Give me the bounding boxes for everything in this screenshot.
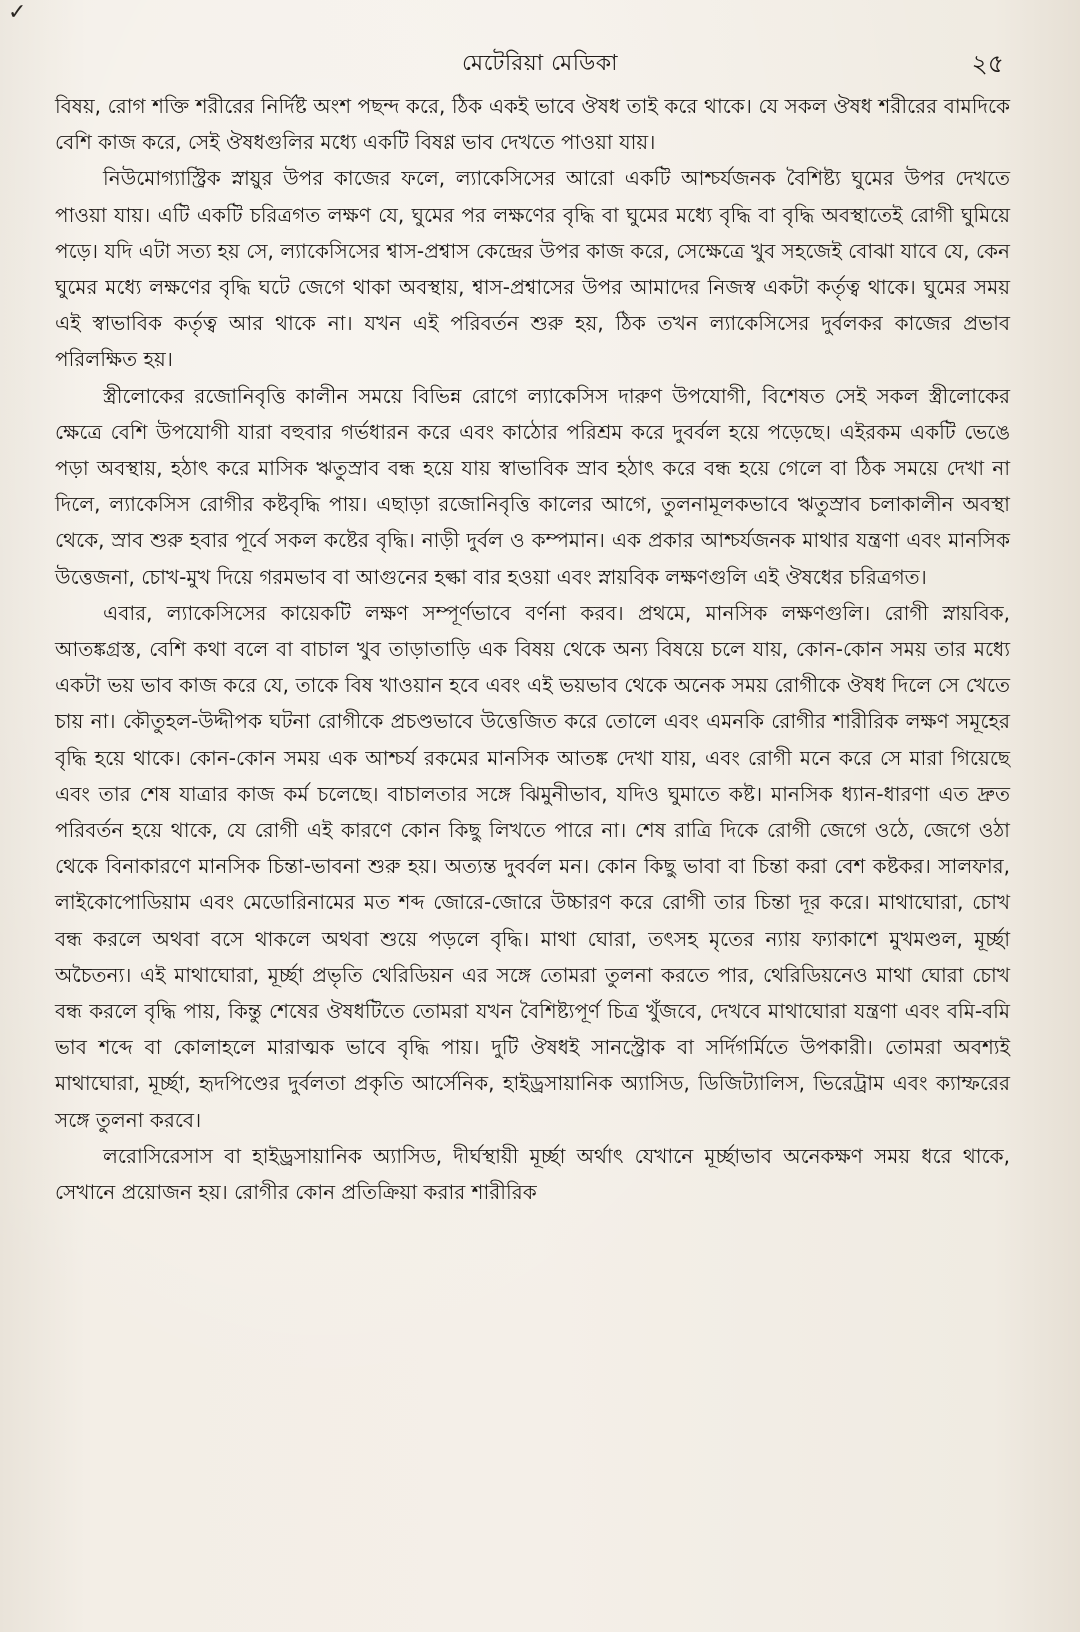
body-text: [55, 88, 1010, 1210]
paragraph-2: নিউমোগ্যাস্ট্রিক স্নায়ুর উপর কাজের ফলে, ল্যাকেসিসের আরো একটি আশ্চর্যজনক বৈশিষ্ট্য ঘুমের উপর দেখতে পাওয়া যায়। এটি একটি চরিত্রগত লক্ষণ যে, ঘুমের পর লক্ষণের বৃদ্ধি বা ঘুমের মধ্যে বৃদ্ধি বা বৃদ্ধি অবস্থাতেই রোগী ঘুমিয়ে পড়ে। যদি এটা সত্য হয় সে, ল্যাকেসিসের শ্বাস-প্রশ্বাস কেন্দ্রের উপর কাজ করে, সেক্ষেত্রে খুব সহজেই বোঝা যাবে যে, কেন ঘুমের মধ্যে লক্ষণের বৃদ্ধি ঘটে জেগে থাকা অবস্থায়, শ্বাস-প্রশ্বাসের উপর আমাদের নিজস্ব একটা কর্তৃত্ব থাকে। ঘুমের সময় এই স্বাভাবিক কর্তৃত্ব আর থাকে না। যখন এই পরিবর্তন শুরু হয়, ঠিক তখন ল্যাকেসিসের দুর্বলকর কাজের প্রভাব পরিলক্ষিত হয়।: [55, 166, 1010, 372]
page-number: ২৫: [971, 49, 1004, 78]
paragraph-4: এবার, ল্যাকেসিসের কায়েকটি লক্ষণ সম্পূর্ণভাবে বর্ণনা করব। প্রথমে, মানসিক লক্ষণগুলি। রোগী স্নায়বিক, আতঙ্কগ্রস্ত, বেশি কথা বলে বা বাচাল খুব তাড়াতাড়ি এক বিষয় থেকে অন্য বিষয়ে চলে যায়, কোন-কোন সময় তার মধ্যে একটা ভয় ভাব কাজ করে যে, তাকে বিষ খাওয়ান হবে এবং এই ভয়ভাব থেকে অনেক সময় রোগীকে ঔষধ দিলে সে খেতে চায় না। কৌতুহল-উদ্দীপক ঘটনা রোগীকে প্রচণ্ডভাবে উত্তেজিত করে তোলে এবং এমনকি রোগীর শারীরিক লক্ষণ সমূহের বৃদ্ধি হয়ে থাকে। কোন-কোন সময় এক আশ্চর্য রকমের মানসিক আতঙ্ক দেখা যায়, এবং রোগী মনে করে সে মারা গিয়েছে এবং তার শেষ যাত্রার কাজ কর্ম চলেছে। বাচালতার সঙ্গে ঝিমুনীভাব, যদিও ঘুমাতে কষ্ট। মানসিক ধ্যান-ধারণা এত দ্রুত পরিবর্তন হয়ে থাকে, যে রোগী এই কারণে কোন কিছু লিখতে পারে না। শেষ রাত্রি দিকে রোগী জেগে ওঠে, জেগে ওঠা থেকে বিনাকারণে মানসিক চিন্তা-ভাবনা শুরু হয়। অত্যন্ত দুবর্বল মন। কোন কিছু ভাবা বা চিন্তা করা বেশ কষ্টকর। সালফার, লাইকোপোডিয়াম এবং মেডোরিনামের মত শব্দ জোরে-জোরে উচ্চারণ করে রোগী তার চিন্তা দূর করে। মাথাঘোরা, চোখ বন্ধ করলে অথবা বসে থাকলে অথবা শুয়ে পড়লে বৃদ্ধি। মাথা ঘোরা, তৎসহ মৃতের ন্যায় ফ্যাকাশে মুখমণ্ডল, মূর্চ্ছা অচৈতন্য। এই মাথাঘোরা, মূর্চ্ছা প্রভৃতি থেরিডিয়ন এর সঙ্গে তোমরা তুলনা করতে পার, থেরিডিয়নেও মাথা ঘোরা চোখ বন্ধ করলে বৃদ্ধি পায়, কিন্তু শেষের ঔষধটিতে তোমরা যখন বৈশিষ্ট্যপূর্ণ চিত্র খুঁজবে, দেখবে মাথাঘোরা যন্ত্রণা এবং বমি-বমি ভাব শব্দে বা কোলাহলে মারাত্মক ভাবে বৃদ্ধি পায়। দুটি ঔষধই সানস্ট্রোক বা সর্দিগর্মিতে উপকারী। তোমরা অবশ্যই মাথাঘোরা, মূর্চ্ছা, হৃদপিণ্ডের দুর্বলতা প্রকৃতি আর্সেনিক, হাইড্রসায়ানিক অ্যাসিড, ডিজিট্যালিস, ভিরেট্রাম এবং ক্যাম্ফরের সঙ্গে তুলনা করবে।: [55, 600, 1010, 1132]
paragraph-5: লরোসিরেসাস বা হাইড্রসায়ানিক অ্যাসিড, দীর্ঘস্থায়ী মূর্চ্ছা অর্থাৎ যেখানে মূর্চ্ছাভাব অনেকক্ষণ সময় ধরে থাকে, সেখানে প্রয়োজন হয়। রোগীর কোন প্রতিক্রিয়া করার শারীরিক: [55, 1143, 1010, 1205]
running-header: [0, 46, 1080, 86]
margin-tick-mark: ✓: [8, 0, 27, 25]
paragraph-1: বিষয়, রোগ শক্তি শরীরের নির্দিষ্ট অংশ পছন্দ করে, ঠিক একই ভাবে ঔষধ তাই করে থাকে। যে সকল ঔষধ শরীরের বামদিকে বেশি কাজ করে, সেই ঔষধগুলির মধ্যে একটি বিষণ্ণ ভাব দেখতে পাওয়া যায়।: [55, 94, 1010, 155]
running-title: মেটেরিয়া মেডিকা: [461, 51, 619, 76]
paragraph-3: স্ত্রীলোকের রজোনিবৃত্তি কালীন সময়ে বিভিন্ন রোগে ল্যাকেসিস দারুণ উপযোগী, বিশেষত সেই সকল স্ত্রীলোকের ক্ষেত্রে বেশি উপযোগী যারা বহুবার গর্ভধারন করে এবং কাঠোর পরিশ্রম করে দুবর্বল হয়ে পড়েছে। এইরকম একটি ভেঙে পড়া অবস্থায়, হঠাৎ করে মাসিক ঋতুস্রাব বন্ধ হয়ে যায় স্বাভাবিক স্রাব হঠাৎ করে বন্ধ হয়ে গেলে বা ঠিক সময়ে দেখা না দিলে, ল্যাকেসিস রোগীর কষ্টবৃদ্ধি পায়। এছাড়া রজোনিবৃত্তি কালের আগে, তুলনামূলকভাবে ঋতুস্রাব চলাকালীন অবস্থা থেকে, স্রাব শুরু হবার পূর্বে সকল কষ্টের বৃদ্ধি। নাড়ী দুর্বল ও কম্পমান। এক প্রকার আশ্চর্যজনক মাথার যন্ত্রণা এবং মানসিক উত্তেজনা, চোখ-মুখ দিয়ে গরমভাব বা আগুনের হল্কা বার হওয়া এবং স্নায়বিক লক্ষণগুলি এই ঔষধের চরিত্রগত।: [55, 383, 1010, 589]
